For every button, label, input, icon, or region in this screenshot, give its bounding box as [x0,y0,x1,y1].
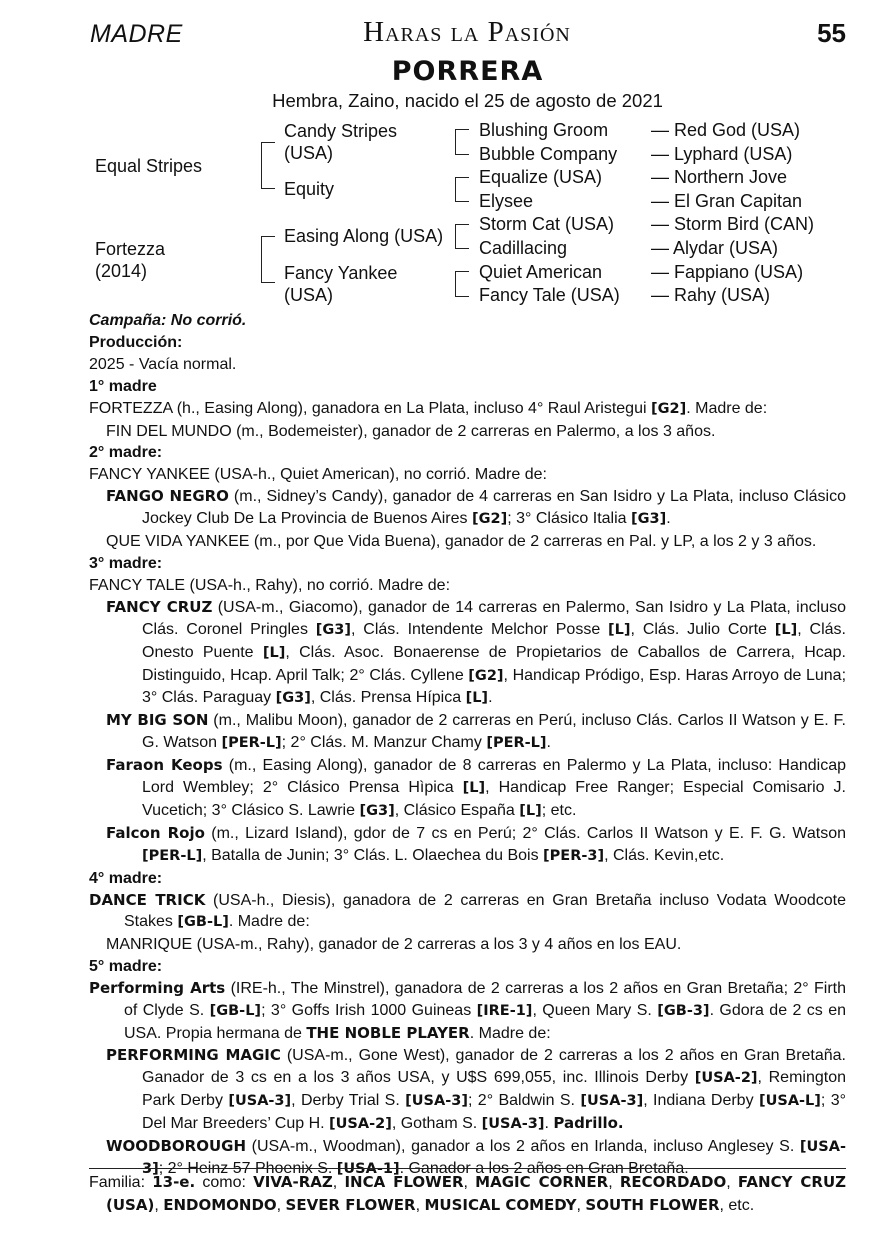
pedigree-table [0,118,875,310]
pedigree-dam-dam: Fancy Yankee (USA) [284,263,398,305]
pedigree-gen4: — Lyphard (USA) [651,144,793,164]
fifth-dam-produce: WOODBOROUGH (USA-m., Woodman), ganador a los 2 años en Irlanda, incluso Anglesey S. [USA-3]; 2° Heinz 57 Phoenix S. [USA-1]. Ganador a los 2 años en Gran Bretaña. [106,1136,846,1178]
bracket [261,236,275,283]
pedigree-gen3: Equalize (USA) [479,167,603,187]
stud-name: Haras la Pasión [363,16,571,48]
second-dam-produce: QUE VIDA YANKEE (m., por Que Vida Buena), ganador de 2 carreras en Pal. y LP, a los 2 y 3 años. [106,533,817,551]
pedigree-gen3: Blushing Groom [479,120,609,140]
third-dam-produce: Faraon Keops (m., Easing Along), ganador de 8 carreras en Palermo y La Plata, incluso: Handicap Lord Wembley; 2° Clásico Prensa Hìpica [L], Handicap Free Ranger; Especial Comisario J. Vucetich; 3° Clásico S. Lawrie [G3], Clásico España [L]; etc. [106,756,846,819]
fourth-dam-produce: MANRIQUE (USA-m., Rahy), ganador de 2 carreras a los 3 y 4 años en los EAU. [106,936,682,954]
second-dam-produce: FANGO NEGRO (m., Sidney’s Candy), ganador de 4 carreras en San Isidro y La Plata, incluso Clásico Jockey Club De La Provincia de Buenos Aires [G2]; 3° Clásico Italia [G3]. [106,487,846,528]
first-dam-label: 1° madre [89,377,157,395]
campaign-line: Campaña: No corrió. [89,312,247,329]
page-header [88,14,846,54]
pedigree-gen4: — Northern Jove [651,167,788,187]
pedigree-gen3: Bubble Company [479,144,618,164]
third-dam-produce: Falcon Rojo (m., Lizard Island), gdor de 7 cs en Perú; 2° Clás. Carlos II Watson y E. F. G. Watson [PER-L], Batalla de Junin; 3° Clás. L. Olaechea du Bois [PER-3], Clás. Kevin,etc. [106,823,847,864]
bracket [455,177,469,202]
pedigree-gen4: — Rahy (USA) [651,285,771,305]
bracket [455,271,469,297]
pedigree-gen4: — Alydar (USA) [651,238,779,258]
pedigree-gen4: — El Gran Capitan [651,191,803,211]
horse-name: PORRERA [391,56,544,87]
fourth-dam-text: DANCE TRICK (USA-h., Diesis), ganadora de 2 carreras en Gran Bretaña incluso Vodata Woodcote Stakes [GB-L]. Madre de: [89,890,846,931]
third-dam-produce: MY BIG SON (m., Malibu Moon), ganador de 2 carreras en Perú, incluso Clás. Carlos II Watson y E. F. G. Watson [PER-L]; 2° Clás. M. Manzur Chamy [PER-L]. [106,711,846,752]
horse-description: Hembra, Zaino, nacido el 25 de agosto de 2021 [272,90,663,111]
third-dam-text: FANCY TALE (USA-h., Rahy), no corrió. Madre de: [89,576,451,594]
fifth-dam-produce: PERFORMING MAGIC (USA-m., Gone West), ganador de 2 carreras a los 2 años en Gran Bretaña. Ganador de 3 cs en a los 3 años USA, y U$S 699,055, inc. Illinois Derby [USA-2], Remington Park Derby [USA-3], Derby Trial S. [USA-3]; 2° Baldwin S. [USA-3], Indiana Derby [USA-L]; 3° Del Mar Breeders’ Cup H. [USA-2], Gotham S. [USA-3]. Padrillo. [106,1045,847,1132]
pedigree-sire-dam: Equity [284,179,335,199]
pedigree-sire-sire: Candy Stripes (USA) [284,121,398,163]
pedigree-gen4: — Storm Bird (CAN) [651,214,815,234]
first-dam-produce: FIN DEL MUNDO (m., Bodemeister), ganador de 2 carreras en Palermo, a los 3 años. [106,422,716,440]
bracket [455,129,469,155]
first-dam-text: FORTEZZA (h., Easing Along), ganadora en La Plata, incluso 4° Raul Aristegui [G2]. Madre de: [89,399,768,417]
pedigree-dam: Fortezza (2014) [95,239,166,281]
production-label: Producción: [89,333,183,351]
catalog-body [89,310,846,1181]
bracket [261,142,275,189]
pedigree-gen3: Fancy Tale (USA) [479,285,620,305]
page-number: 55 [817,18,846,48]
bracket [455,224,469,249]
second-dam-text: FANCY YANKEE (USA-h., Quiet American), no corrió. Madre de: [89,466,547,484]
third-dam-label: 3° madre: [89,554,163,572]
pedigree-gen3: Storm Cat (USA) [479,214,615,234]
pedigree-gen3: Cadillacing [479,238,568,258]
pedigree-gen4: — Fappiano (USA) [651,262,804,282]
fifth-dam-text: Performing Arts (IRE-h., The Minstrel), ganadora de 2 carreras a los 2 años en Gran Bretaña; 2° Firth of Clyde S. [GB-L]; 3° Goffs Irish 1000 Guineas [IRE-1], Queen Mary S. [GB-3]. Gdora de 2 cs en USA. Propia hermana de THE NOBLE PLAYER. Madre de: [89,979,847,1042]
pedigree-gen3: Quiet American [479,262,603,282]
production-line: 2025 - Vacía normal. [89,355,237,373]
section-label: MADRE [90,20,183,48]
pedigree-dam-sire: Easing Along (USA) [284,226,444,246]
second-dam-label: 2° madre: [89,444,163,462]
fifth-dam-label: 5° madre: [89,958,163,976]
pedigree-gen4: — Red God (USA) [651,120,801,140]
family-footer [89,1168,846,1217]
pedigree-gen3: Elysee [479,191,534,211]
pedigree-sire: Equal Stripes [95,156,203,176]
fourth-dam-label: 4° madre: [89,869,163,887]
family-line: Familia: 13-e. como: VIVA-RAZ, INCA FLOWER, MAGIC CORNER, RECORDADO, FANCY CRUZ (USA), ENDOMONDO, SEVER FLOWER, MUSICAL COMEDY, SOUTH FLOWER, etc. [89,1173,847,1214]
third-dam-produce: FANCY CRUZ (USA-m., Giacomo), ganador de 14 carreras en Palermo, San Isidro y La Plata, incluso Clás. Coronel Pringles [G3], Clás. Intendente Melchor Posse [L], Clás. Julio Corte [L], Clás. Onesto Puente [L], Clás. Asoc. Bonaerense de Propietarios de Caballos de Carrera, Hcap. Distinguido, Hcap. April Talk; 2° Clás. Cyllene [G2], Handicap Pródigo, Esp. Haras Arroyo de Luna; 3° Clás. Paraguay [G3], Clás. Prensa Hípica [L]. [106,597,847,707]
